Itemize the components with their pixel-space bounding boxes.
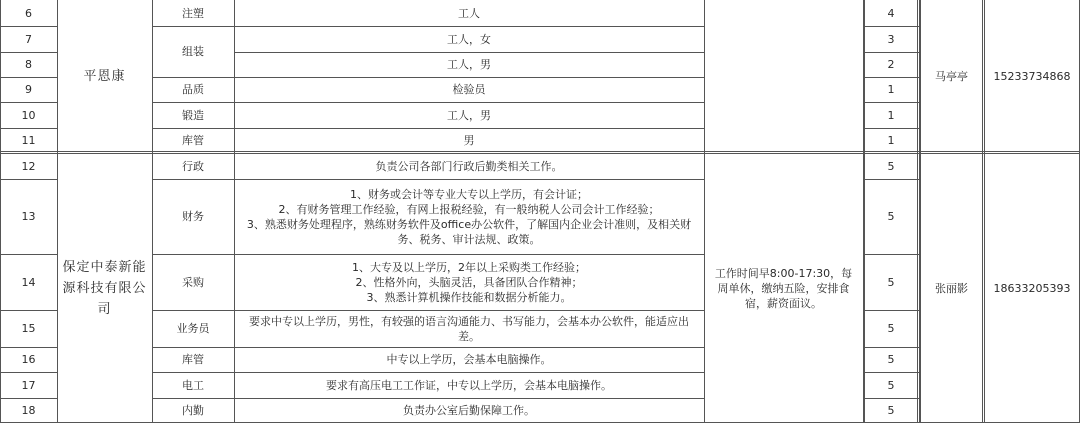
row-number: 9: [25, 83, 32, 96]
work-time-cell: [712, 0, 855, 153]
row-number: 11: [21, 134, 36, 147]
row-number: 13: [21, 210, 36, 223]
position-cell: 注塑: [182, 6, 204, 20]
headcount-cell: 5: [887, 275, 895, 289]
row-number: 7: [25, 32, 32, 46]
row-number: 6: [25, 6, 32, 20]
position-cell: 财务: [182, 210, 204, 223]
company-cell: 保定中泰新能源科技有限公司: [62, 259, 147, 317]
headcount-cell: 5: [887, 210, 895, 223]
grid-line: [704, 0, 705, 423]
row-number: 12: [21, 159, 36, 173]
headcount-cell: 1: [887, 134, 895, 147]
position-cell: 内勤: [182, 404, 204, 417]
position-cell: 库管: [182, 353, 204, 366]
work-time-cell: 工作时间早8:00-17:30，每周单休，缴纳五险，安排食宿，薪资面议。: [714, 266, 853, 310]
row-number: 18: [21, 404, 36, 417]
requirements-cell: 工人: [458, 6, 480, 20]
requirements-cell: 1、财务或会计等专业大专以上学历，有会计证； 2、有财务管理工作经验，有网上报税经验，有一般纳税人公司会计工作经验； 3、熟悉财务处理程序，熟练财务软件及office办公软件，了解国内企业会计准则，及相关财务、税务、审计法规、政策。: [246, 187, 692, 246]
headcount-cell: 5: [887, 378, 895, 392]
position-cell: 行政: [182, 159, 204, 173]
requirements-cell: 1、大专及以上学历，2年以上采购类工作经验； 2、性格外向，头脑灵活，具备团队合作精神； 3、熟悉计算机操作技能和数据分析能力。: [352, 260, 586, 304]
requirements-cell: 工人，女: [447, 32, 491, 46]
row-number: 8: [25, 58, 32, 71]
row-number: 15: [21, 322, 36, 335]
headcount-cell: 5: [887, 353, 895, 366]
position-cell: 电工: [182, 378, 204, 392]
requirements-cell: 检验员: [452, 83, 486, 96]
headcount-cell: 4: [887, 6, 895, 20]
requirements-cell: 男: [463, 134, 475, 147]
contact-phone: 18633205393: [993, 281, 1071, 295]
row-number: 14: [21, 275, 36, 289]
headcount-cell: 1: [887, 83, 895, 96]
headcount-cell: 5: [887, 159, 895, 173]
requirements-cell: 工人，男: [447, 58, 491, 71]
row-number: 17: [21, 378, 36, 392]
requirements-cell: 要求有高压电工工作证，中专以上学历，会基本电脑操作。: [326, 378, 612, 392]
headcount-cell: 5: [887, 404, 895, 417]
requirements-cell: 要求中专以上学历，男性，有较强的语言沟通能力、书写能力，会基本办公软件，能适应出差。: [249, 314, 689, 343]
position-cell: 组装: [182, 45, 204, 58]
row-number: 10: [21, 108, 36, 122]
row-number: 16: [21, 353, 36, 366]
headcount-cell: 1: [887, 108, 895, 122]
position-cell: 采购: [182, 275, 204, 289]
position-cell: 品质: [182, 83, 204, 96]
requirements-cell: 负责办公室后勤保障工作。: [403, 404, 535, 417]
grid-line: [234, 0, 235, 423]
company-cell: 平恩康: [83, 69, 126, 84]
headcount-cell: 2: [887, 58, 895, 71]
requirements-cell: 负责公司各部门行政后勤类相关工作。: [375, 159, 563, 173]
position-cell: 库管: [182, 134, 204, 147]
contact-person: 马亭亭: [935, 70, 968, 83]
position-cell: 锻造: [182, 108, 204, 122]
headcount-cell: 3: [887, 32, 895, 46]
contact-person: 张丽影: [935, 281, 968, 295]
headcount-cell: 5: [887, 322, 895, 335]
grid-line: [57, 0, 58, 423]
requirements-cell: 中专以上学历，会基本电脑操作。: [386, 353, 552, 366]
position-cell: 业务员: [176, 322, 210, 335]
requirements-cell: 工人，男: [447, 108, 491, 122]
contact-phone: 15233734868: [993, 70, 1071, 83]
